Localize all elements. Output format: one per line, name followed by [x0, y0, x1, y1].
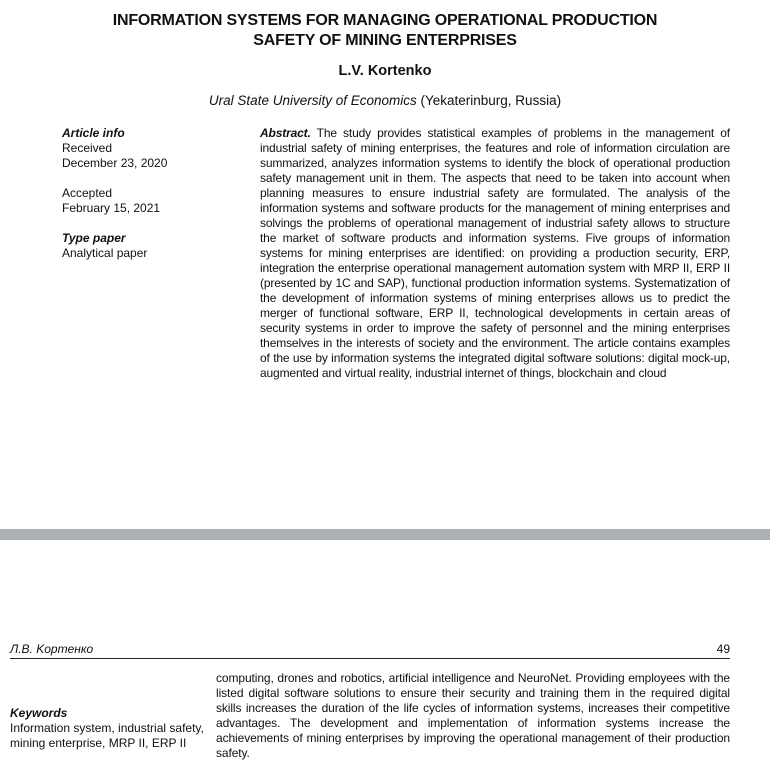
abstract-block: [260, 126, 730, 381]
affiliation-place: (Yekaterinburg, Russia): [416, 93, 562, 108]
type-paper-value: Analytical paper: [62, 246, 148, 260]
article-info-panel: [62, 126, 242, 261]
header-rule: [10, 658, 730, 659]
affiliation: [0, 93, 770, 108]
article-info-heading: Article info: [62, 126, 125, 140]
page-number: 49: [716, 642, 730, 656]
accepted-label: Accepted: [62, 186, 113, 200]
page-divider-band: [0, 529, 770, 540]
received-date: December 23, 2020: [62, 156, 168, 170]
keywords-text: Information system, industrial safety, mining enterprise, MRP II, ERP II: [10, 721, 204, 750]
received-label: Received: [62, 141, 113, 155]
keywords-heading: Keywords: [10, 706, 68, 720]
abstract-continuation: computing, drones and robotics, artificial intelligence and NeuroNet. Providing employees with the listed digital software solutions to ensure their security and training them in the required digital skills increases the duration of the life cycles of information systems, increases their competitive advantages. The development and implementation of information systems increase the achievements of mining enterprises by improving the operational management of their production safety.: [216, 671, 730, 760]
author-name: L.V. Kortenko: [338, 63, 432, 79]
running-head: Л.В. Kортенко: [10, 642, 94, 656]
abstract-label: Abstract.: [260, 126, 311, 140]
keywords-block: [10, 706, 206, 751]
title-line-2: SAFETY OF MINING ENTERPRISES: [253, 32, 517, 49]
affiliation-name: Ural State University of Economics: [208, 93, 417, 108]
title-line-1: INFORMATION SYSTEMS FOR MANAGING OPERATIONAL PRODUCTION: [112, 12, 658, 29]
abstract-text: The study provides statistical examples of problems in the management of industrial safety of mining enterprises, the features and role of information circulation are summarized, analyzes information systems to identify the block of operational production safety management unit in them. The aspects that need to be taken into account when planning measures to ensure industrial safety are formulated. The analysis of the information systems and software products for the management of mining enterprises and solvings the problems of operational management of industrial safety allows to structure the market of software products and information systems. Five groups of information systems for mining enterprises are identified: on providing a production security, ERP, integration the enterprise operational management automation system with MRP II, ERP II (presented by 1C and SAP), functional production information systems. Systematization of the development of information systems of mining enterprises allows us to predict the merger of functional software, ERP II, technological developments in certain areas of security systems in order to improve the safety of personnel and the mining enterprises themselves in the interests of society and the environment. The article contains examples of the use by information systems the integrated digital software solutions: digital mock-up, augmented and virtual reality, industrial internet of things, blockchain and cloud: [260, 126, 730, 380]
accepted-date: February 15, 2021: [62, 201, 161, 215]
article-title: [0, 11, 770, 51]
type-paper-heading: Type paper: [62, 231, 126, 245]
